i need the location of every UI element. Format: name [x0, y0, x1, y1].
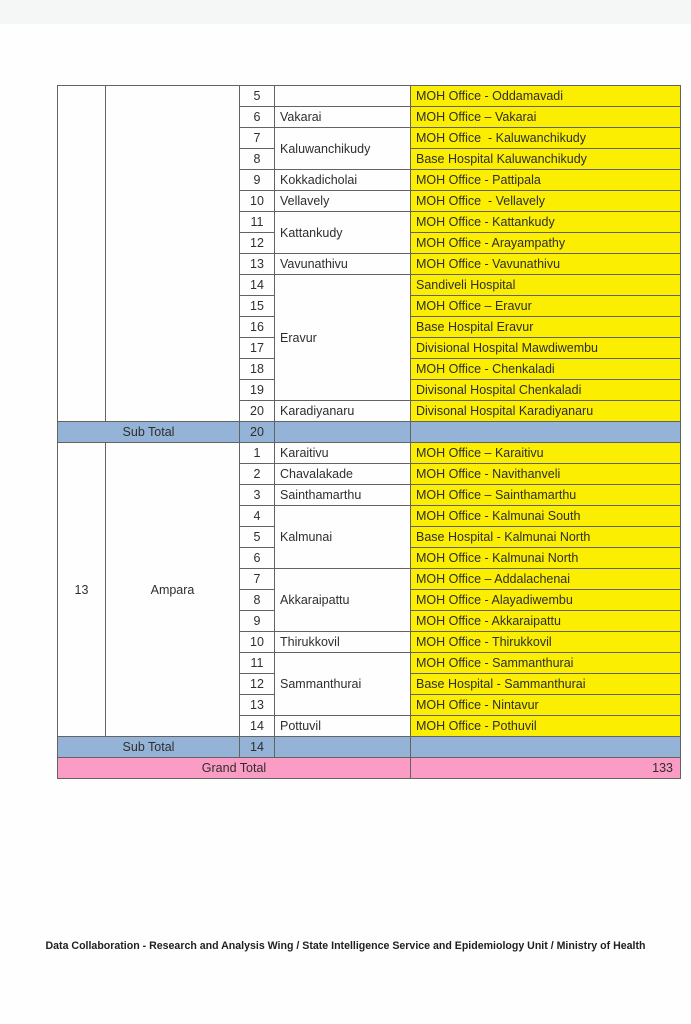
area-cell: Vellavely: [275, 191, 411, 212]
office-cell: MOH Office - Chenkaladi: [411, 359, 681, 380]
district-number-cell: 13: [58, 443, 106, 737]
office-cell: MOH Office - Kalmunai North: [411, 548, 681, 569]
area-cell: Chavalakade: [275, 464, 411, 485]
row-number: 6: [240, 548, 275, 569]
row-number: 20: [240, 401, 275, 422]
subtotal-value: 20: [240, 422, 275, 443]
row-number: 5: [240, 527, 275, 548]
office-cell: Divisonal Hospital Chenkaladi: [411, 380, 681, 401]
subtotal-empty-office: [411, 737, 681, 758]
district-name-cell: [106, 86, 240, 422]
health-offices-table: [57, 85, 681, 779]
row-number: 4: [240, 506, 275, 527]
subtotal-empty-area: [275, 422, 411, 443]
row-number: 10: [240, 632, 275, 653]
row-number: 9: [240, 170, 275, 191]
row-number: 12: [240, 674, 275, 695]
area-cell: Kalmunai: [275, 506, 411, 569]
office-cell: MOH Office - Kaluwanchikudy: [411, 128, 681, 149]
office-cell: MOH Office - Vellavely: [411, 191, 681, 212]
row-number: 17: [240, 338, 275, 359]
office-cell: MOH Office - Vavunathivu: [411, 254, 681, 275]
office-cell: MOH Office - Alayadiwembu: [411, 590, 681, 611]
subtotal-value: 14: [240, 737, 275, 758]
row-number: 14: [240, 275, 275, 296]
row-number: 8: [240, 590, 275, 611]
district-name-cell: Ampara: [106, 443, 240, 737]
office-cell: Base Hospital Eravur: [411, 317, 681, 338]
table-row: [58, 86, 681, 107]
office-cell: MOH Office - Navithanveli: [411, 464, 681, 485]
office-cell: MOH Office - Thirukkovil: [411, 632, 681, 653]
office-cell: MOH Office - Arayampathy: [411, 233, 681, 254]
area-cell: Akkaraipattu: [275, 569, 411, 632]
row-number: 8: [240, 149, 275, 170]
subtotal-label: Sub Total: [58, 422, 240, 443]
grand-total-value: 133: [411, 758, 681, 779]
row-number: 12: [240, 233, 275, 254]
office-cell: MOH Office - Oddamavadi: [411, 86, 681, 107]
subtotal-row: [58, 737, 681, 758]
office-cell: MOH Office - Akkaraipattu: [411, 611, 681, 632]
row-number: 9: [240, 611, 275, 632]
row-number: 16: [240, 317, 275, 338]
area-cell: Vakarai: [275, 107, 411, 128]
row-number: 11: [240, 653, 275, 674]
subtotal-empty-area: [275, 737, 411, 758]
office-cell: MOH Office – Sainthamarthu: [411, 485, 681, 506]
office-cell: Divisional Hospital Mawdiwembu: [411, 338, 681, 359]
office-cell: MOH Office – Vakarai: [411, 107, 681, 128]
office-cell: MOH Office – Addalachenai: [411, 569, 681, 590]
row-number: 14: [240, 716, 275, 737]
page-footer: Data Collaboration - Research and Analysis Wing / State Intelligence Service and Epidemiology Unit / Ministry of Health: [45, 940, 646, 952]
row-number: 2: [240, 464, 275, 485]
row-number: 1: [240, 443, 275, 464]
office-cell: Divisonal Hospital Karadiyanaru: [411, 401, 681, 422]
area-cell: Karadiyanaru: [275, 401, 411, 422]
office-cell: MOH Office – Karaitivu: [411, 443, 681, 464]
office-cell: Sandiveli Hospital: [411, 275, 681, 296]
subtotal-label: Sub Total: [58, 737, 240, 758]
office-cell: Base Hospital - Sammanthurai: [411, 674, 681, 695]
office-cell: MOH Office - Kattankudy: [411, 212, 681, 233]
area-cell: Eravur: [275, 275, 411, 401]
area-cell: [275, 86, 411, 107]
row-number: 6: [240, 107, 275, 128]
row-number: 18: [240, 359, 275, 380]
area-cell: Sainthamarthu: [275, 485, 411, 506]
row-number: 10: [240, 191, 275, 212]
area-cell: Kaluwanchikudy: [275, 128, 411, 170]
office-cell: MOH Office - Kalmunai South: [411, 506, 681, 527]
area-cell: Pottuvil: [275, 716, 411, 737]
row-number: 3: [240, 485, 275, 506]
row-number: 13: [240, 254, 275, 275]
row-number: 7: [240, 128, 275, 149]
table-row: [58, 443, 681, 464]
grand-total-label: Grand Total: [58, 758, 411, 779]
office-cell: MOH Office - Sammanthurai: [411, 653, 681, 674]
row-number: 5: [240, 86, 275, 107]
row-number: 15: [240, 296, 275, 317]
subtotal-empty-office: [411, 422, 681, 443]
area-cell: Sammanthurai: [275, 653, 411, 716]
area-cell: Kokkadicholai: [275, 170, 411, 191]
row-number: 19: [240, 380, 275, 401]
office-cell: Base Hospital Kaluwanchikudy: [411, 149, 681, 170]
office-cell: MOH Office - Pothuvil: [411, 716, 681, 737]
district-number-cell: [58, 86, 106, 422]
office-cell: Base Hospital - Kalmunai North: [411, 527, 681, 548]
page-top-margin: [0, 0, 691, 24]
row-number: 13: [240, 695, 275, 716]
office-cell: MOH Office - Pattipala: [411, 170, 681, 191]
row-number: 11: [240, 212, 275, 233]
area-cell: Kattankudy: [275, 212, 411, 254]
office-cell: MOH Office - Nintavur: [411, 695, 681, 716]
area-cell: Thirukkovil: [275, 632, 411, 653]
grand-total-row: [58, 758, 681, 779]
subtotal-row: [58, 422, 681, 443]
area-cell: Karaitivu: [275, 443, 411, 464]
area-cell: Vavunathivu: [275, 254, 411, 275]
office-cell: MOH Office – Eravur: [411, 296, 681, 317]
row-number: 7: [240, 569, 275, 590]
